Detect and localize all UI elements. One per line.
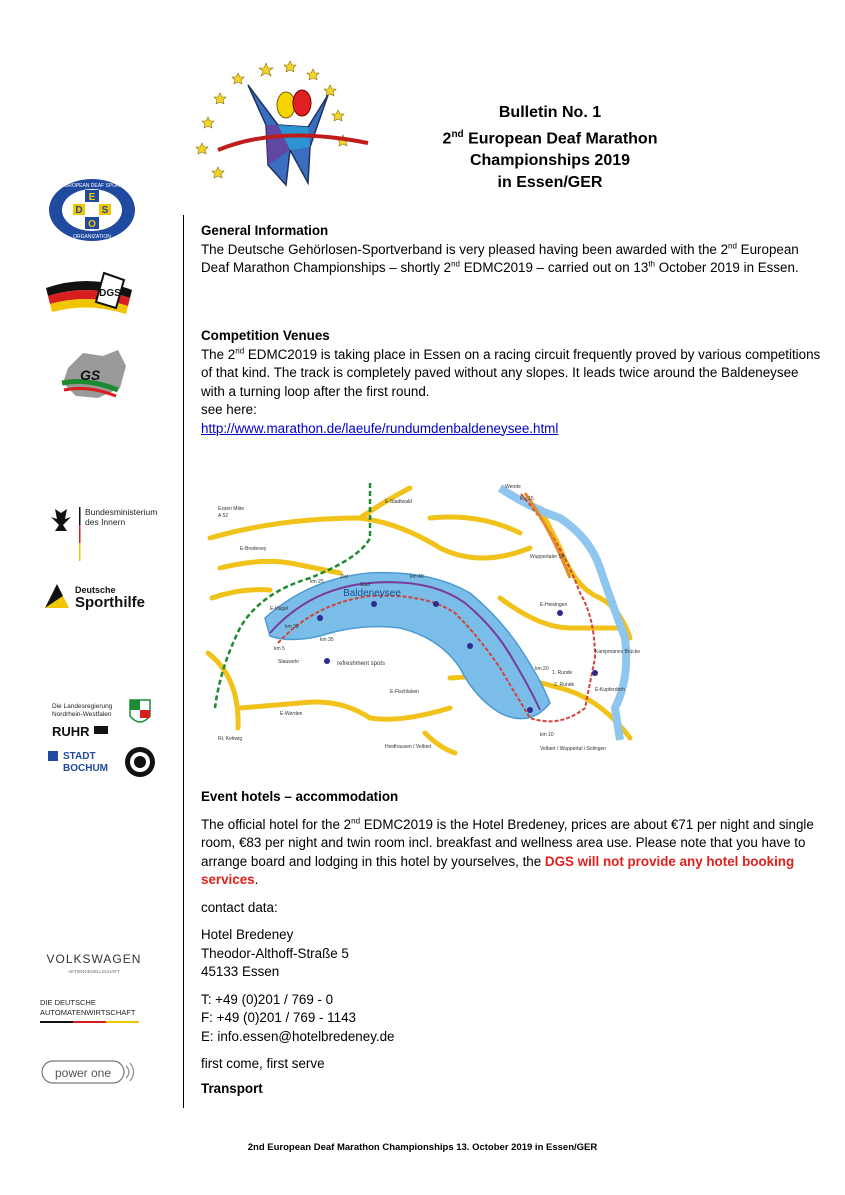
course-map <box>200 478 650 758</box>
svg-text:RUHR: RUHR <box>52 724 90 739</box>
svg-text:Bundesministerium: Bundesministerium <box>85 507 158 517</box>
svg-text:O: O <box>88 219 96 230</box>
svg-text:km 20: km 20 <box>535 666 549 672</box>
general-paragraph: The Deutsche Gehörlosen-Sportverband is very pleased having been awarded with the 2nd European Deaf Marathon Championships – shortly 2nd EDMC2019 – carried out on 13th October 2019 in Essen. <box>201 241 799 275</box>
gs-nrw-logo <box>58 348 130 403</box>
svg-text:DIE DEUTSCHE: DIE DEUTSCHE <box>40 998 96 1007</box>
hotel-street: Theodor-Althoff-Straße 5 <box>201 945 349 961</box>
venues-heading: Competition Venues <box>201 328 330 343</box>
svg-text:AKTIENGESELLSCHAFT: AKTIENGESELLSCHAFT <box>68 969 120 974</box>
svg-text:Rt. Kettwig: Rt. Kettwig <box>218 736 243 742</box>
svg-text:Velbert / Wuppertal / Solingen: Velbert / Wuppertal / Solingen <box>540 746 607 752</box>
svg-text:AUTOMATENWIRTSCHAFT: AUTOMATENWIRTSCHAFT <box>40 1008 136 1017</box>
svg-text:km 15: km 15 <box>520 496 534 502</box>
svg-text:km 25: km 25 <box>310 579 324 585</box>
ruhr-logo <box>50 720 110 740</box>
svg-text:E-Fischlaken: E-Fischlaken <box>390 689 419 695</box>
powerone-logo <box>40 1058 140 1088</box>
svg-text:power one: power one <box>54 1066 112 1080</box>
divider-line <box>183 215 184 1108</box>
hotels-paragraph: The official hotel for the 2nd EDMC2019 is the Hotel Bredeney, prices are about €71 per night and single room, €83 per night and twin room incl. breakfast and wellness area use. Please note that you have to arrange board and lodging in this hotel by yourselves, the DGS will not provide any hotel booking services. <box>201 816 814 887</box>
see-here-label: see here: <box>201 402 257 417</box>
svg-text:Deutsche: Deutsche <box>75 585 116 595</box>
no-booking-warning: DGS will not provide any hotel booking services <box>201 853 795 887</box>
svg-text:Die Landesregierung: Die Landesregierung <box>52 703 113 710</box>
svg-text:des Innern: des Innern <box>85 517 126 527</box>
svg-text:E: E <box>88 192 96 203</box>
svg-text:BOCHUM: BOCHUM <box>63 763 108 774</box>
svg-text:Heidhausen / Velbert: Heidhausen / Velbert <box>385 744 432 750</box>
edso-logo <box>47 178 137 243</box>
svg-text:km 35: km 35 <box>320 637 334 643</box>
svg-text:A 52: A 52 <box>218 513 229 519</box>
svg-text:DGS: DGS <box>99 288 121 299</box>
svg-text:ORGANIZATION: ORGANIZATION <box>73 234 111 240</box>
venues-paragraph: The 2nd EDMC2019 is taking place in Essen on a racing circuit frequently proved by various competitions of that kind. The track is completely paved without any slopes. It leads twice around the Baldeneysee with a turning loop after the first round. <box>201 346 821 399</box>
svg-text:STADT: STADT <box>63 751 96 762</box>
competition-venues-section <box>201 327 821 438</box>
svg-text:E-Stadtwald: E-Stadtwald <box>385 499 412 505</box>
svg-text:Wuppertaler Str.: Wuppertaler Str. <box>530 554 567 560</box>
lake-label: Baldeneysee <box>343 588 401 599</box>
svg-text:Sporthilfe: Sporthilfe <box>75 594 145 611</box>
svg-text:E-Bredeney: E-Bredeney <box>240 546 267 552</box>
svg-text:Start: Start <box>360 582 371 588</box>
svg-text:D: D <box>75 205 83 216</box>
hotel-email: E: info.essen@hotelbredeney.de <box>201 1028 395 1044</box>
svg-text:E-Kupferdreh: E-Kupferdreh <box>595 687 625 693</box>
title-line-2: 2nd European Deaf Marathon <box>442 129 658 148</box>
sporthilfe-logo <box>43 580 158 612</box>
general-information-section <box>201 222 821 278</box>
svg-text:Wende: Wende <box>505 484 521 490</box>
hotel-fax: F: +49 (0)201 / 769 - 1143 <box>201 1010 356 1025</box>
hotels-section <box>201 788 821 1098</box>
svg-text:E-Werden: E-Werden <box>280 711 303 717</box>
svg-text:Kampmanns Brücke: Kampmanns Brücke <box>595 649 641 655</box>
page-footer: 2nd European Deaf Marathon Championships 13. October 2019 in Essen/GER <box>247 1142 598 1153</box>
svg-text:VOLKSWAGEN: VOLKSWAGEN <box>46 952 142 966</box>
hotel-name: Hotel Bredeney <box>201 927 294 942</box>
hotel-city: 45133 Essen <box>201 964 280 979</box>
bmi-logo <box>45 503 165 565</box>
svg-text:km 40: km 40 <box>410 574 424 580</box>
title-line-1: Bulletin No. 1 <box>498 104 602 121</box>
event-logo <box>178 55 378 190</box>
marathon-link[interactable]: http://www.marathon.de/laeufe/rundumdenbaldeneysee.html <box>201 420 559 436</box>
svg-text:GS: GS <box>80 367 101 383</box>
svg-text:EUROPEAN DEAF SPORT: EUROPEAN DEAF SPORT <box>61 183 123 189</box>
general-heading: General Information <box>201 223 329 238</box>
svg-text:km 30: km 30 <box>285 624 299 630</box>
title-line-3: Championships 2019 <box>469 152 631 170</box>
svg-text:2. Runde: 2. Runde <box>554 682 575 688</box>
title-line-4: in Essen/GER <box>497 174 603 192</box>
contact-label: contact data: <box>201 899 278 915</box>
svg-text:1. Runde: 1. Runde <box>552 670 573 676</box>
svg-text:E-Hügel: E-Hügel <box>270 606 289 612</box>
svg-text:Ziel: Ziel <box>340 574 349 580</box>
svg-text:S: S <box>101 205 109 216</box>
hotel-phone: T: +49 (0)201 / 769 - 0 <box>201 991 334 1007</box>
booking-note: first come, first serve <box>201 1056 325 1071</box>
svg-text:km 10: km 10 <box>540 732 554 738</box>
hotels-heading: Event hotels – accommodation <box>201 789 399 804</box>
bulletin-title <box>400 102 700 194</box>
svg-text:km 5: km 5 <box>274 646 285 652</box>
transport-heading: Transport <box>201 1080 263 1096</box>
automatenwirtschaft-logo <box>38 995 150 1030</box>
volkswagen-logo <box>38 950 150 978</box>
svg-text:Essen Mitte: Essen Mitte <box>218 506 245 512</box>
map-legend: refreshment spots <box>337 661 386 667</box>
svg-text:Stauwehr: Stauwehr <box>278 659 300 665</box>
bochum-logo <box>45 745 157 779</box>
dgs-logo <box>44 268 136 328</box>
svg-text:E-Heisingen: E-Heisingen <box>540 602 568 608</box>
svg-text:Nordrhein-Westfalen: Nordrhein-Westfalen <box>52 711 112 718</box>
